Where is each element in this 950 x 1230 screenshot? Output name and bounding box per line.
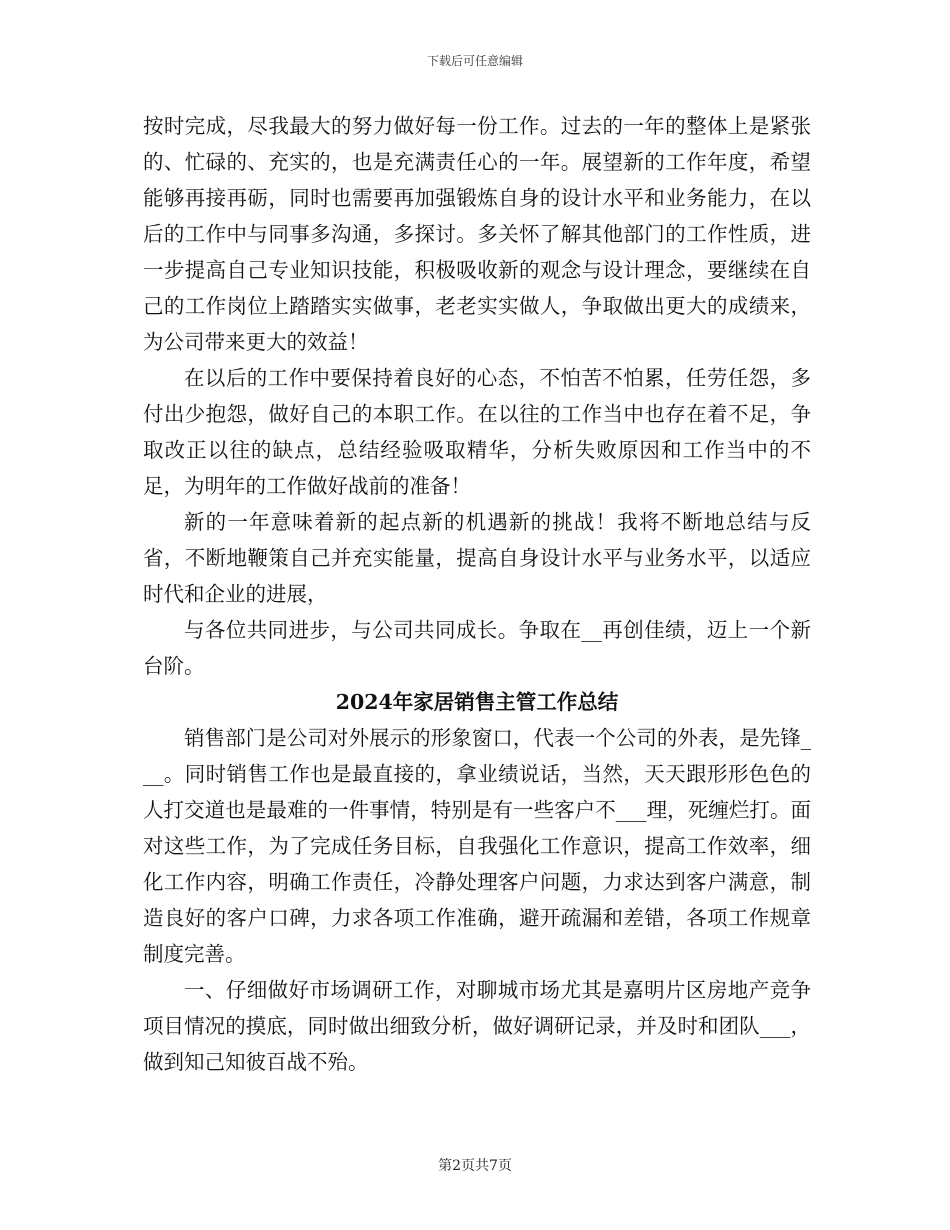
paragraph-progress: 与各位共同进步，与公司共同成长。争取在__再创佳绩，迈上一个新台阶。 (143, 618, 811, 678)
paragraph-new-year: 新的一年意味着新的起点新的机遇新的挑战！我将不断地总结与反省，不断地鞭策自己并充实能量，提高自身设计水平与业务水平，以适应时代和企业的进展， (143, 510, 811, 606)
document-body (143, 108, 811, 1080)
paragraph-market-research: 一、仔细做好市场调研工作，对聊城市场尤其是嘉明片区房地产竞争项目情况的摸底，同时做出细致分析，做好调研记录，并及时和团队___，做到知己知彼百战不殆。 (143, 978, 811, 1074)
page-header-note: 下载后可任意编辑 (426, 54, 523, 68)
paragraph-continuation: 按时完成，尽我最大的努力做好每一份工作。过去的一年的整体上是紧张的、忙碌的、充实的，也是充满责任心的一年。展望新的工作年度，希望能够再接再砺，同时也需要再加强锻炼自身的设计水平和业务能力，在以后的工作中与同事多沟通，多探讨。多关怀了解其他部门的工作性质，进一步提高自己专业知识技能，积极吸收新的观念与设计理念，要继续在自己的工作岗位上踏踏实实做事，老老实实做人，争取做出更大的成绩来，为公司带来更大的效益！ (143, 114, 811, 354)
paragraph-attitude: 在以后的工作中要保持着良好的心态，不怕苦不怕累，任劳任怨，多付出少抱怨，做好自己的本职工作。在以往的工作当中也存在着不足，争取改正以往的缺点，总结经验吸取精华，分析失败原因和工作当中的不足，为明年的工作做好战前的准备！ (143, 366, 811, 498)
paragraph-sales-department: 销售部门是公司对外展示的形象窗口，代表一个公司的外表，是先锋___。同时销售工作也是最直接的，拿业绩说话，当然，天天跟形形色色的人打交道也是最难的一件事情，特别是有一些客户不___理，死缠烂打。面对这些工作，为了完成任务目标，自我强化工作意识，提高工作效率，细化工作内容，明确工作责任，冷静处理客户问题，力求达到客户满意，制造良好的客户口碑，力求各项工作准确，避开疏漏和差错，各项工作规章制度完善。 (143, 726, 811, 966)
section-title: 2024年家居销售主管工作总结 (335, 690, 619, 714)
page-number: 第2页共7页 (438, 1158, 512, 1174)
